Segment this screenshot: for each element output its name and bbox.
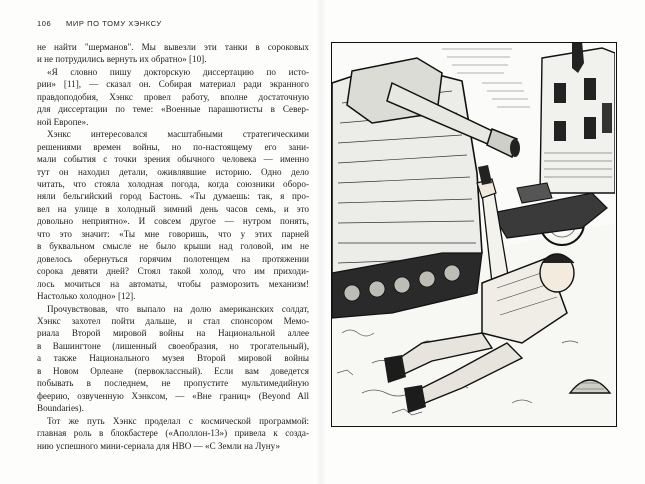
text-line: нию успешного мини-сериала для НВО — «С Земли на Луну»: [37, 440, 281, 451]
text-line: риала Второй мировой войны на Национальной аллее: [37, 328, 309, 339]
running-title: МИР ПО ТОМУ ХЭНКСУ: [66, 19, 162, 28]
text-line: в Новом Орлеане (первоклассный). Если вам доведется: [37, 365, 309, 376]
text-line: сорока девяти дней? Стоял такой холод, что им приходи-: [37, 266, 309, 277]
text-line: лось мочиться на автоматы, чтобы разморозить механизм!: [37, 278, 309, 289]
text-line: ной Европе».: [37, 116, 89, 127]
paragraph-4: [37, 303, 309, 415]
ruined-building: [540, 43, 615, 193]
text-line: в Вашингтоне (лишенный своеобразия, но трогательный),: [37, 340, 309, 351]
paragraph-5: [37, 415, 309, 452]
text-line: няли бельгийский город Бастонь. «Ты думаешь: так, я про-: [37, 191, 309, 202]
running-head: [37, 19, 162, 28]
text-line: читать, что стояла холодная погода, когда союзники оборо-: [37, 178, 309, 189]
text-line: вел на улице в холодный зимний день часов семь, и это: [37, 203, 309, 214]
text-line: довольно неприятно». И совсем другое — нутром понять,: [37, 216, 309, 227]
text-line: Прочувствовав, что выпало на долю американских солдат,: [47, 303, 309, 314]
text-line: Хэнкс захотел пойти дальше, и стал спонсором Мемо-: [37, 315, 309, 326]
text-line: мали события с точки зрения обычного человека — именно: [37, 154, 309, 165]
text-line: в буквальном смысле не было крыши над головой, им не: [37, 241, 309, 252]
paragraph-2: [37, 66, 309, 128]
text-line: а также Национального музея Второй мировой войны: [37, 353, 309, 364]
text-line: феерию, озвученную Хэнксом, — «Вне границ» (Beyond All: [37, 390, 309, 401]
page-number: 106: [37, 19, 52, 28]
text-line: Тот же путь Хэнкс проделал с космической программой:: [47, 415, 309, 426]
text-line: решениями времен войны, но по-настоящему его зани-: [37, 141, 309, 152]
text-line: рии» [11], — сказал он. Собирая материал ради экранного: [37, 79, 309, 90]
text-line: побывать в последнем, не пропустите мультимедийную: [37, 378, 309, 389]
text-line: что это значит: «Ты мне говоришь, что у этих парней: [37, 228, 309, 239]
text-line: и не потрудились вернуть их обратно» [10].: [37, 54, 207, 65]
paragraph-3: [37, 128, 309, 302]
text-line: правдоподобия, Хэнкс провел работу, вполне достаточную: [37, 91, 309, 102]
body-text: [37, 41, 309, 452]
text-line: Настолько холодно» [12].: [37, 291, 136, 302]
text-line: не найти "шерманов". Мы вывезли эти танки в сороковых: [37, 42, 309, 52]
war-illustration: [331, 42, 617, 427]
text-line: «Я словно пишу докторскую диссертацию по исто-: [47, 66, 309, 77]
text-line: для диссертации по теме: «Военные парашютисты в Север-: [37, 104, 309, 115]
illustration-drawing: [332, 43, 615, 425]
text-line: довелось обернуться горячим полотенцем на протяжении: [37, 253, 309, 264]
text-line: тут он находил детали, оживлявшие историю. Одно дело: [37, 166, 309, 177]
paragraph-1: [37, 41, 309, 66]
book-gutter: [316, 0, 326, 484]
text-line: Boundaries).: [37, 403, 84, 414]
text-line: главная роль в блокбастере («Аполлон-13») привела к созда-: [37, 428, 309, 439]
text-line: Хэнкс интересовался масштабными стратегическими: [47, 129, 309, 140]
